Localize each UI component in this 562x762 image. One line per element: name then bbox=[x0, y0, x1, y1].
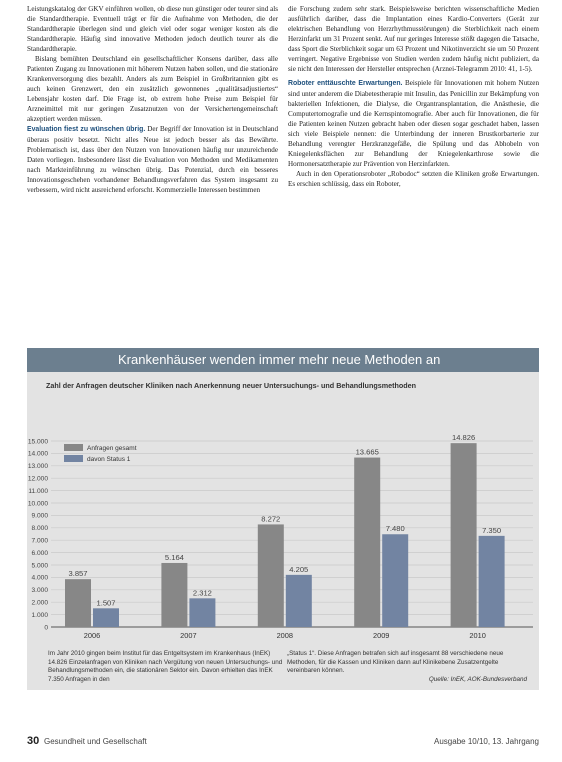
bar-total bbox=[258, 524, 284, 627]
bar-status1 bbox=[93, 608, 119, 627]
y-tick-label: 6.000 bbox=[31, 549, 48, 557]
paragraph: Auch in den Operationsroboter „Robodoc“ setzten die Kliniken große Erwartungen. Es erschien schlüssig, dass ein Roboter, bbox=[288, 170, 539, 188]
paragraph: Leistungskatalog der GKV einführen wollen, ob diese nun günstiger oder teurer sind als die Standardtherapie. Eventuell trägt er für die Aufnahme von Methoden, die der Standardtherapie überlegen sind und gleich viel oder sogar weniger kosten als die Standardtherapie. Häufig sind innovative Methoden jedoch deutlich teurer als die Standardtherapie. bbox=[27, 5, 278, 53]
bar-total bbox=[65, 579, 91, 627]
subheading: Roboter enttäuschte Erwartungen. bbox=[288, 80, 403, 87]
source-note: Quelle: InEK, AOK-Bundesverband bbox=[428, 675, 527, 683]
issue-info: Ausgabe 10/10, 13. Jahrgang bbox=[434, 737, 539, 746]
infobox-title: Krankenhäuser wenden immer mehr neue Methoden an bbox=[118, 352, 441, 367]
bar-total bbox=[354, 458, 380, 627]
y-tick-label: 4.000 bbox=[31, 574, 48, 582]
y-tick-label: 14.000 bbox=[27, 450, 48, 458]
magazine-title: Gesundheit und Gesellschaft bbox=[44, 737, 147, 746]
article-column-right bbox=[288, 4, 539, 189]
bar-status1 bbox=[189, 598, 215, 627]
article-column-left bbox=[27, 4, 278, 195]
paragraph: Der Begriff der Innovation ist in Deutschland überaus positiv besetzt. Nicht alles Neue ist jedoch besser als das Bewährte. Problematisch ist, dass über den Nutzen von Innovationen häufig nur unzureichende Daten vorliegen. Insbesondere lässt die Evaluation von Methoden und Medikamenten nach Markteinführung zu wünschen übrig. Das Potenzial, durch ein besseres Innovationsgeschehen vorhandener Behandlungsverfahren das System insgesamt zu verbessern, wird nicht ausreichend erforscht. Kommerzielle Interessen bestimmen bbox=[27, 125, 278, 194]
y-tick-label: 15.000 bbox=[27, 438, 48, 446]
data-label: 13.665 bbox=[355, 447, 379, 457]
bar-chart bbox=[27, 348, 539, 648]
y-tick-label: 1.000 bbox=[31, 611, 48, 619]
subheading: Evaluation fiest zu wünschen übrig. bbox=[27, 126, 146, 133]
x-tick-label: 2009 bbox=[372, 631, 390, 640]
y-tick-label: 5.000 bbox=[31, 562, 48, 570]
data-label: 8.272 bbox=[261, 514, 281, 524]
caption-left: Im Jahr 2010 gingen beim Institut für das Entgeltsystem im Krankenhaus (InEK) 14.826 Einzelanfragen von Kliniken nach Vergütung von neuen Untersuchungs- und Behandlungsmethoden ein, die stationären Sektor ein. Davon erhielten das InEK 7.350 Anfragen in den bbox=[48, 650, 283, 683]
y-tick-label: 10.000 bbox=[27, 500, 48, 508]
data-label: 7.350 bbox=[482, 525, 502, 535]
y-tick-label: 12.000 bbox=[27, 475, 48, 483]
y-tick-label: 13.000 bbox=[27, 463, 48, 471]
x-tick-label: 2008 bbox=[276, 631, 294, 640]
y-tick-label: 2.000 bbox=[31, 599, 48, 607]
data-label: 2.312 bbox=[192, 588, 212, 598]
data-label: 14.826 bbox=[451, 433, 476, 443]
page-footer bbox=[27, 735, 539, 749]
y-tick-label: 11.000 bbox=[28, 487, 48, 495]
legend-label: Anfragen gesamt bbox=[87, 445, 137, 452]
caption-right-text: „Status 1“. Diese Anfragen betrafen sich auf insgesamt 88 verschiedene neue Methoden, für die Kassen und Kliniken dann auf Klinikebene Zusatzentgelte vereinbaren können. bbox=[287, 650, 504, 674]
legend-swatch bbox=[64, 444, 83, 451]
x-tick-label: 2007 bbox=[180, 631, 197, 640]
y-tick-label: 3.000 bbox=[31, 587, 48, 595]
paragraph: Bislang bemühten Deutschland ein gesellschaftlicher Konsens darüber, dass alle Patienten Zugang zu Innovationen mit höherem Nutzen haben sollen, und die stationäre Krankenversorgung dies bezahlt. Anders als zum Beispiel in Großbritannien gibt es auch keinen Grenzwert, den ein zusätzlich gewonnenes „qualitätsadjustiertes“ Lebensjahr kosten darf. Die Frage ist, ob extrem hohe Preise zum Beispiel für Arzneimittel mit nur geringen Zusatznutzen von der Versichertengemeinschaft akzeptiert werden müssen. bbox=[27, 55, 278, 123]
page-number: 30 bbox=[27, 735, 40, 747]
y-tick-label: 7.000 bbox=[31, 537, 48, 545]
chart-infobox bbox=[27, 348, 539, 690]
x-tick-label: 2006 bbox=[83, 631, 101, 640]
x-tick-label: 2010 bbox=[469, 631, 486, 640]
bar-status1 bbox=[286, 575, 312, 627]
data-label: 7.480 bbox=[385, 524, 405, 534]
data-label: 1.507 bbox=[96, 598, 116, 608]
paragraph: Beispiele für Innovationen mit hohem Nutzen sind unter anderem die Diabetestherapie mit Insulin, das Penicillin zur Bekämpfung von bakteriellen Infektionen, die Dialyse, die Organtransplantation, die Anästhesie, die Computertomografie und die Kernspintomografie. Aber auch für Innovationen, die für die Patienten keinen Nutzen gebracht haben oder diesen sogar geschadet haben, lassen sich viele Beispiele nennen: die Unterbindung der inneren Brustkorbarterie zur Behandlung verengter Herzkranzgefäße, die Spülung und das Abhobeln von Kniegelenksflächen zur Behandlung der Kniegelenkarthrose sowie die Hormonersatztherapie zur Prävention von Herzinfarkten. bbox=[288, 79, 539, 168]
y-tick-label: 8.000 bbox=[31, 525, 48, 533]
chart-subtitle: Zahl der Anfragen deutscher Kliniken nach Anerkennung neuer Untersuchungs- und Behandlungsmethoden bbox=[46, 381, 417, 390]
y-tick-label: 0 bbox=[44, 624, 48, 632]
y-tick-label: 9.000 bbox=[31, 512, 48, 520]
caption-right bbox=[287, 650, 527, 684]
bar-status1 bbox=[382, 534, 408, 627]
data-label: 5.164 bbox=[164, 552, 184, 562]
data-label: 3.857 bbox=[68, 569, 88, 579]
legend-label: davon Status 1 bbox=[87, 456, 131, 463]
bar-total bbox=[451, 443, 477, 627]
bar-status1 bbox=[479, 536, 505, 627]
paragraph: die Forschung zudem sehr stark. Beispielsweise berichten wissenschaftliche Medien ausführlich darüber, dass die Implantation eines Kardio-Converters (Gerät zur elektrischen Behandlung von Herzrhythmusstörungen) die Sterblichkeit nach einem Herzinfarkt um 31 Prozent senkt. Auf nur geringes Interesse stößt dagegen die Tatsache, dass Sport die Sterblichkeit sogar um 63 Prozent und Nikotinverzicht sie um 50 Prozent verringert. Negative Ergebnisse von Studien werden zudem häufig nicht publiziert, da sie nicht den Interessen der Hersteller entsprechen (Arznei-Telegramm 2010: 41, 1-5). bbox=[288, 5, 539, 73]
legend-swatch bbox=[64, 455, 83, 462]
data-label: 4.205 bbox=[289, 564, 309, 574]
bar-total bbox=[161, 563, 187, 627]
